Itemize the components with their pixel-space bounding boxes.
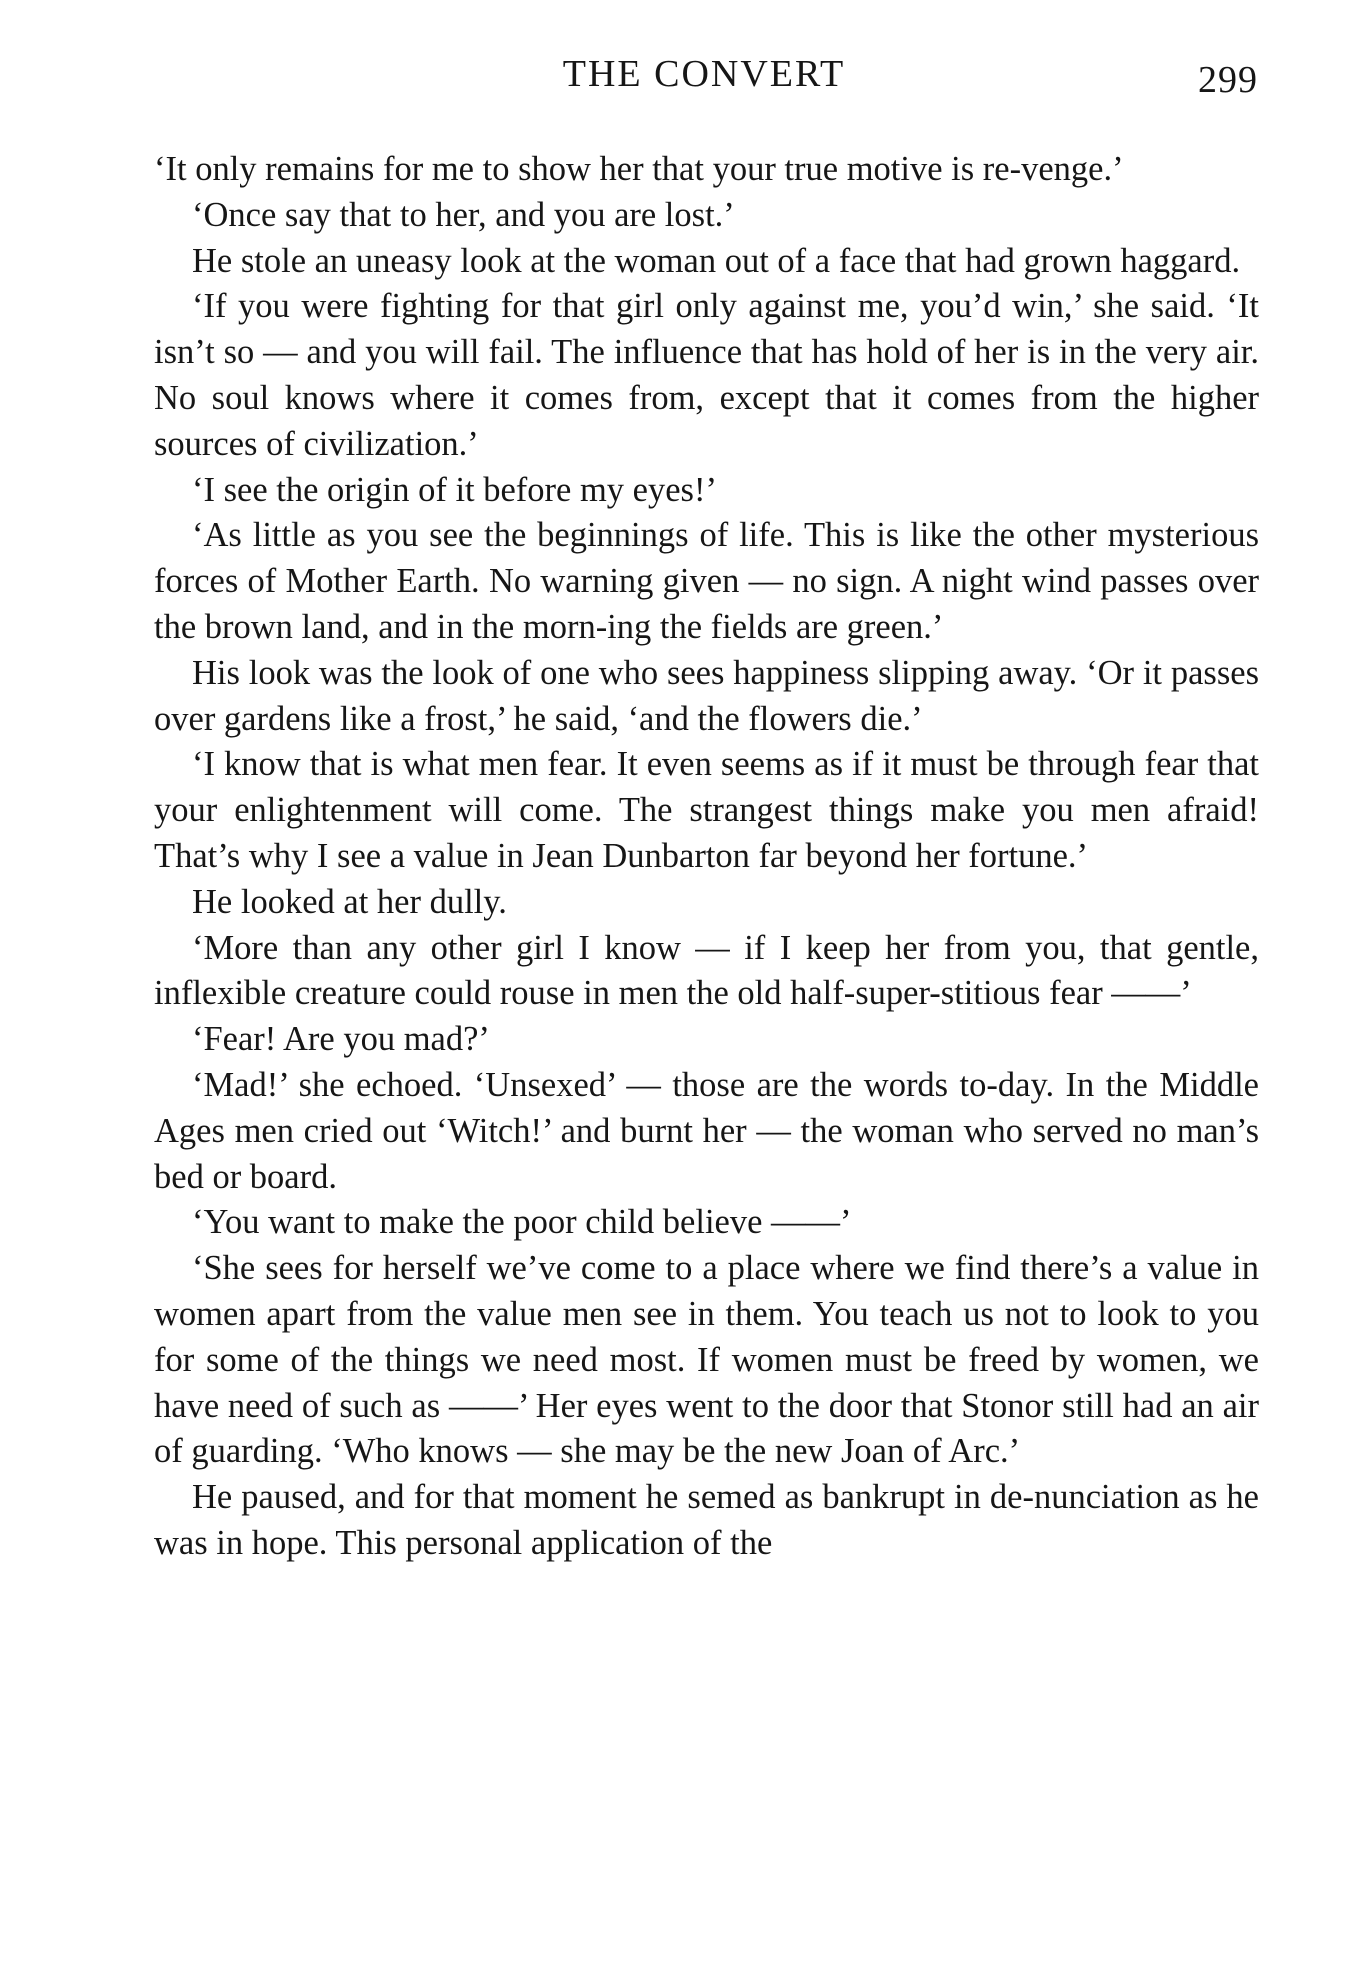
page-number: 299 — [1198, 59, 1258, 101]
paragraph: ‘Once say that to her, and you are lost.’ — [192, 195, 735, 234]
paragraph: He looked at her dully. — [192, 882, 507, 921]
paragraph: ‘More than any other girl I know — if I keep her from you, that gentle, inflexible creature could rouse in men the old half-super-stitious fear ——’ — [154, 928, 1259, 1013]
paragraph: ‘I know that is what men fear. It even seems as if it must be through fear that your enlightenment will come. The strangest things make you men afraid! That’s why I see a value in Jean Dunbarton far beyond her fortune.’ — [154, 745, 1259, 875]
paragraph: ‘I see the origin of it before my eyes!’ — [192, 470, 717, 509]
paragraph: ‘You want to make the poor child believe ——’ — [192, 1203, 852, 1242]
paragraph: ‘As little as you see the beginnings of life. This is like the other mysterious forces of Mother Earth. No warning given — no sign. A night wind passes over the brown land, and in the morn-ing the fields are green.’ — [154, 516, 1259, 646]
paragraph: He stole an uneasy look at the woman out of a face that had grown haggard. — [192, 241, 1241, 280]
paragraph: His look was the look of one who sees happiness slipping away. ‘Or it passes over gardens like a frost,’ he said, ‘and the flowers die.’ — [154, 653, 1259, 738]
page-header — [150, 52, 1258, 112]
paragraph: ‘If you were fighting for that girl only against me, you’d win,’ she said. ‘It isn’t so — and you will fail. The influence that has hold of her is in the very air. No soul knows where it comes from, except that it comes from the higher sources of civilization.’ — [154, 287, 1259, 463]
body-text — [154, 147, 1259, 1567]
paragraph: ‘She sees for herself we’ve come to a place where we find there’s a value in women apart from the value men see in them. You teach us not to look to you for some of the things we need most. If women must be freed by women, we have need of such as ——’ Her eyes went to the door that Stonor still had an air of guarding. ‘Who knows — she may be the new Joan of Arc.’ — [154, 1249, 1259, 1471]
running-title: THE CONVERT — [562, 53, 846, 95]
paragraph: He paused, and for that moment he semed as bankrupt in de-nunciation as he was in hope. This personal application of the — [154, 1478, 1259, 1562]
paragraph: ‘It only remains for me to show her that your true motive is re-venge.’ — [154, 150, 1124, 188]
paragraph: ‘Mad!’ she echoed. ‘Unsexed’ — those are the words to-day. In the Middle Ages men cried out ‘Witch!’ and burnt her — the woman who served no man’s bed or board. — [154, 1065, 1259, 1196]
paragraph: ‘Fear! Are you mad?’ — [192, 1020, 490, 1059]
